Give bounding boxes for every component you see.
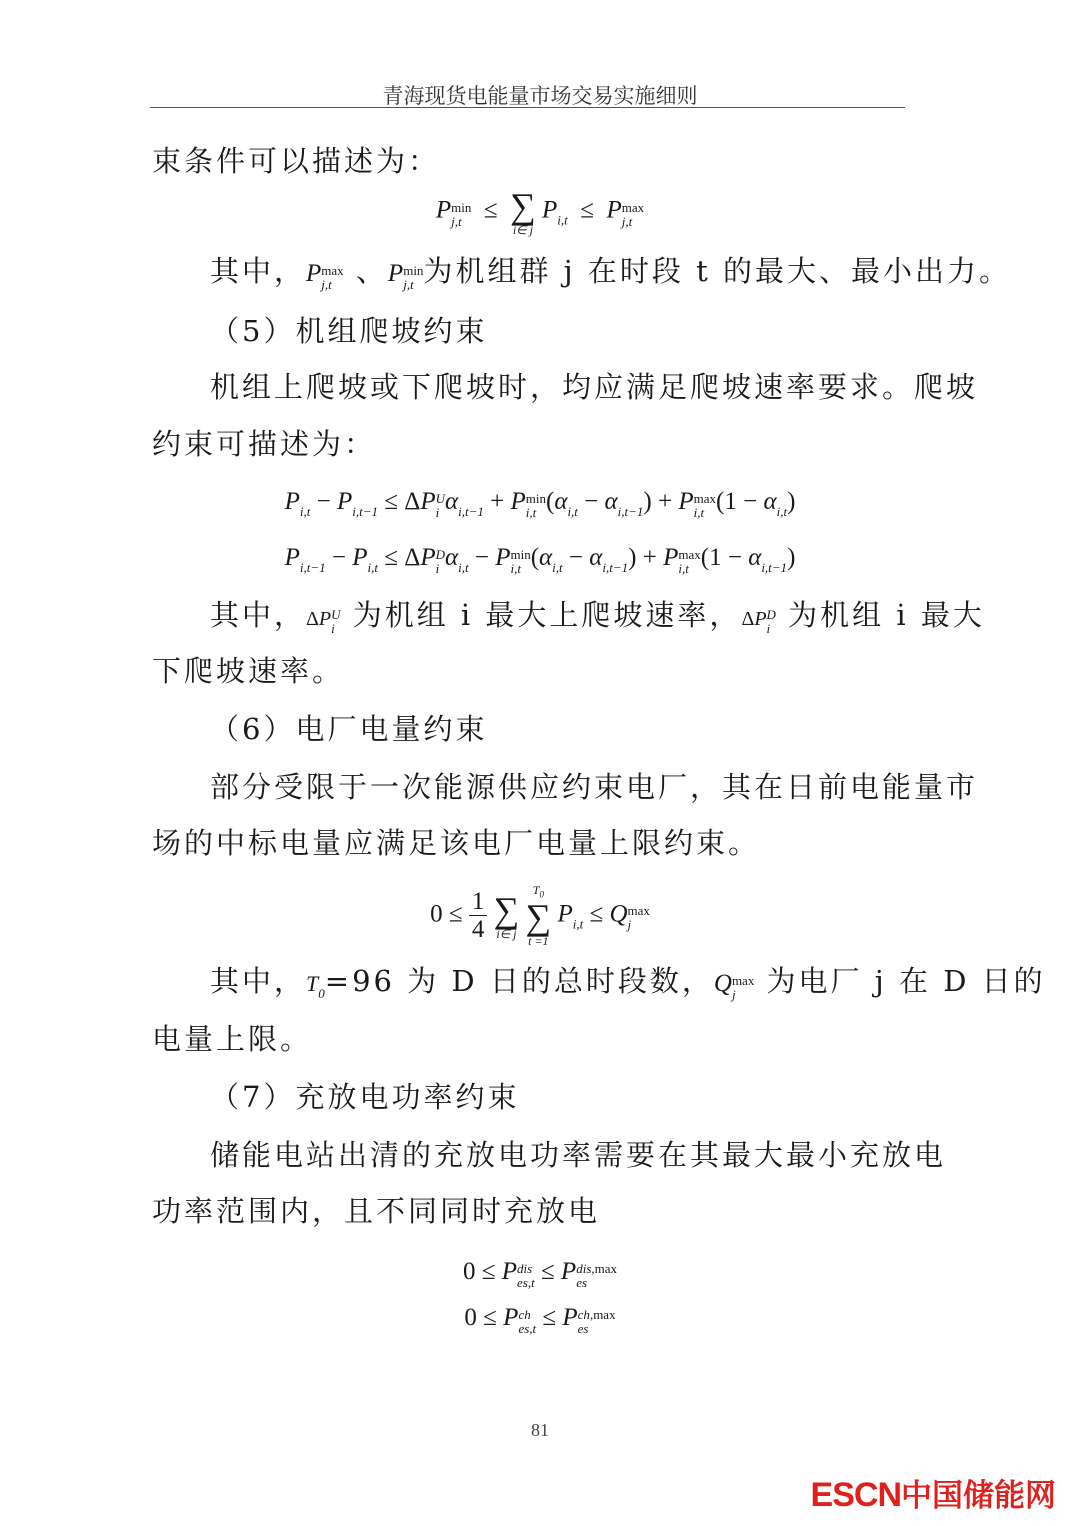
equation-ramp-down: $P_{i,t-1} - P_{i,t} \le \Delta P$ D i $\alpha_{i,t} - P$ min i,t $(\alpha_{i,t} - \alpha_{i,t-1}) + P$ max i,t $(1 - \alpha_{i,t-1})$ [284,544,796,576]
running-header: 青海现货电能量市场交易实施细则 [382,84,698,108]
watermark-latin: ESCN [810,1476,901,1514]
equation-charge-limit: 0 ≤ P ch es,t ≤ P ch,max es [464,1304,616,1336]
paragraph-line: 电量上限。 [152,1022,313,1056]
equation-discharge-limit: 0 ≤ P dis es,t ≤ P dis,max es [462,1258,618,1290]
section-heading: （7）充放电功率约束 [210,1080,520,1114]
equation-ramp-up: $P_{i,t} - P_{i,t-1} \le \Delta P$ U i $\alpha_{i,t-1} + P$ min i,t $(\alpha_{i,t} - \alpha_{i,t-1}) + P$ max i,t $(1 - \alpha_{i,t})$ [284,488,796,520]
paragraph-line: 其中，$T_0=96$ 为 D 日的总时段数，Q max j 为电厂 j 在 D 日的 [210,964,1046,1002]
escn-watermark-logo [811,1470,1056,1515]
paragraph-line: 部分受限于一次能源供应约束电厂，其在日前电能量市 [210,770,979,804]
equation-energy-limit: 0 ≤ $\frac{1}{4}$ ∑ i∈ j $T_0$ ∑ t =1 $P_{i,t} \le Q$ max j [430,883,650,949]
paragraph-line: 功率范围内，且不同同时充放电 [152,1194,601,1228]
paragraph-line: 约束可描述为： [152,427,377,461]
paragraph-line: 其中，P max j,t 、P min j,t 为机组群 j 在时段 t 的最大、最小出力。 [210,254,1011,292]
page-number: 81 [531,1420,549,1440]
paragraph-line: 其中，ΔP U i 为机组 i 最大上爬坡速率，ΔP D i 为机组 i 最大 [210,598,985,636]
section-heading: （6）电厂电量约束 [210,712,488,746]
section-heading: （5）机组爬坡约束 [210,314,488,348]
watermark-chinese: 中国储能网 [901,1478,1056,1514]
paragraph-line: 下爬坡速率。 [152,654,345,688]
paragraph-line: 储能电站出清的充放电功率需要在其最大最小充放电 [210,1138,947,1172]
paragraph-line: 束条件可以描述为： [152,144,441,178]
equation-group-output-bounds: P min j,t ≤ ∑ i∈ j $P_{i,t} \le P$ max j,t [435,186,645,237]
paragraph-line: 场的中标电量应满足该电厂电量上限约束。 [152,826,761,860]
paragraph-line: 机组上爬坡或下爬坡时，均应满足爬坡速率要求。爬坡 [210,370,979,404]
header-rule [150,107,905,108]
